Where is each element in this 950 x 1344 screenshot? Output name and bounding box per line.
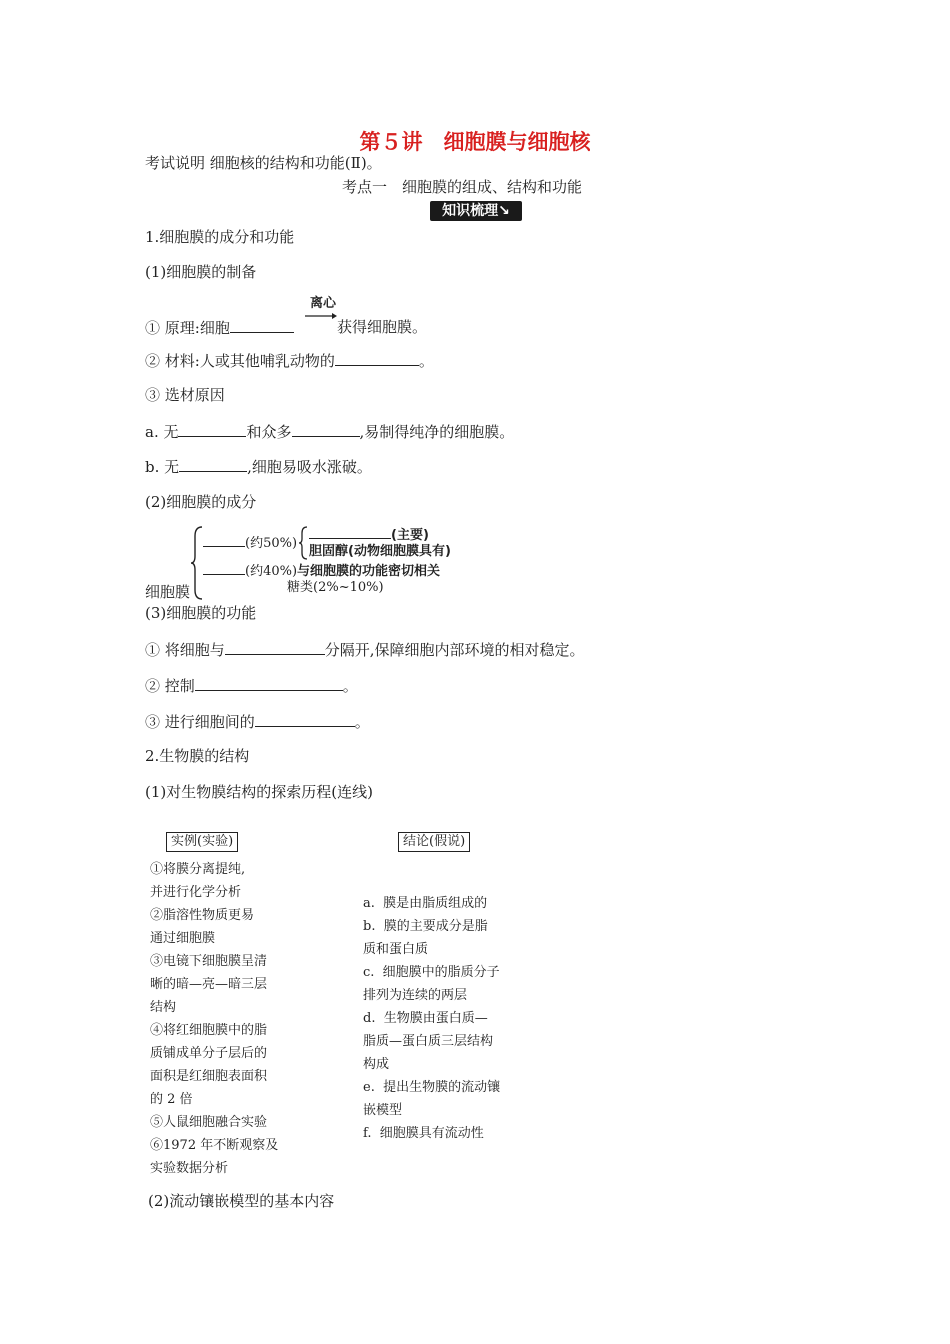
sub-fluid-mosaic: (2)流动镶嵌模型的基本内容 bbox=[148, 1192, 335, 1210]
section-2-heading: 2.生物膜的结构 bbox=[145, 747, 250, 765]
reason-a-line bbox=[145, 422, 514, 441]
principle-blank[interactable] bbox=[230, 318, 294, 333]
section-1-heading: 1.细胞膜的成分和功能 bbox=[145, 228, 295, 246]
comp-lipid-line bbox=[203, 534, 297, 552]
function-3-prefix: ③ 进行细胞间的 bbox=[145, 713, 255, 731]
reason-b-prefix: b. 无 bbox=[145, 458, 180, 476]
reason-label: ③ 选材原因 bbox=[145, 386, 225, 404]
conclusions-list: a. 膜是由脂质组成的 b. 膜的主要成分是脂 质和蛋白质 c. 细胞膜中的脂质分子 排列为连续的两层 d. 生物膜由蛋白质— 脂质—蛋白质三层结构 构成 e. 提出生物膜的流动镶 嵌模型 f. 细胞膜具有流动性 bbox=[363, 896, 501, 1141]
comp-protein-blank[interactable] bbox=[203, 562, 245, 575]
topic-heading: 考点一 细胞膜的组成、结构和功能 bbox=[342, 178, 583, 196]
sub-composition: (2)细胞膜的成分 bbox=[145, 493, 257, 511]
examples-list: ①将膜分离提纯, 并进行化学分析 ②脂溶性物质更易 通过细胞膜 ③电镜下细胞膜呈清 晰的暗—亮—暗三层 结构 ④将红细胞膜中的脂 质铺成单分子层后的 面积是红细胞表面积 的 2 倍 ⑤人鼠细胞融合实验 ⑥1972 年不断观察及 实验数据分析 bbox=[150, 862, 279, 1176]
composition-root: 细胞膜 bbox=[145, 583, 191, 601]
centrifuge-arrow-icon bbox=[305, 312, 337, 320]
principle-suffix: 获得细胞膜。 bbox=[337, 318, 428, 336]
page-title: 第５讲 细胞膜与细胞核 bbox=[359, 130, 591, 154]
sub-exploration: (1)对生物膜结构的探索历程(连线) bbox=[145, 783, 373, 801]
function-1-line bbox=[145, 640, 585, 659]
comp-lipid-percent: (约50%) bbox=[245, 536, 298, 551]
reason-a-blank-1[interactable] bbox=[178, 422, 246, 437]
reason-a-prefix: a. 无 bbox=[145, 423, 179, 441]
function-1-blank[interactable] bbox=[225, 640, 325, 655]
function-3-suffix: 。 bbox=[354, 713, 370, 731]
material-line bbox=[145, 351, 434, 370]
sub-function: (3)细胞膜的功能 bbox=[145, 604, 257, 622]
function-3-blank[interactable] bbox=[255, 712, 355, 727]
material-suffix: 。 bbox=[418, 352, 434, 370]
function-1-prefix: ① 将细胞与 bbox=[145, 641, 225, 659]
reason-a-blank-2[interactable] bbox=[292, 422, 360, 437]
conclusions-box: 结论(假说) bbox=[398, 832, 470, 852]
function-1-suffix: 分隔开,保障细胞内部环境的相对稳定。 bbox=[324, 641, 585, 659]
reason-b-suffix: ,细胞易吸水涨破。 bbox=[247, 458, 372, 476]
exam-note: 考试说明 细胞核的结构和功能(Ⅱ)。 bbox=[145, 154, 382, 172]
lipid-main-line bbox=[309, 526, 429, 544]
reason-a-suffix: ,易制得纯净的细胞膜。 bbox=[359, 423, 515, 441]
function-2-prefix: ② 控制 bbox=[145, 677, 195, 695]
function-2-line bbox=[145, 676, 358, 695]
knowledge-badge: 知识梳理↘ bbox=[430, 201, 522, 221]
composition-brace-icon bbox=[190, 526, 204, 600]
centrifuge-label: 离心 bbox=[310, 296, 337, 311]
function-2-suffix: 。 bbox=[342, 677, 358, 695]
reason-b-line bbox=[145, 457, 372, 476]
comp-protein-percent: (约40%) bbox=[245, 564, 298, 579]
material-blank[interactable] bbox=[335, 351, 419, 366]
comp-protein-line bbox=[203, 562, 440, 580]
comp-lipid-blank[interactable] bbox=[203, 534, 245, 547]
function-2-blank[interactable] bbox=[195, 676, 343, 691]
lipid-cholesterol: 胆固醇(动物细胞膜具有) bbox=[309, 544, 451, 559]
material-prefix: ② 材料:人或其他哺乳动物的 bbox=[145, 352, 335, 370]
reason-a-mid: 和众多 bbox=[246, 423, 292, 441]
principle-line bbox=[145, 318, 294, 337]
lipid-main-blank[interactable] bbox=[309, 526, 391, 539]
principle-prefix: ① 原理:细胞 bbox=[145, 319, 230, 337]
reason-b-blank[interactable] bbox=[179, 457, 247, 472]
lipid-brace-icon bbox=[298, 526, 308, 560]
protein-note: 与细胞膜的功能密切相关 bbox=[297, 564, 441, 579]
examples-box: 实例(实验) bbox=[166, 832, 238, 852]
comp-sugar: 糖类(2%~10%) bbox=[287, 580, 384, 595]
lipid-main-label: (主要) bbox=[391, 528, 429, 543]
sub-preparation: (1)细胞膜的制备 bbox=[145, 263, 257, 281]
function-3-line bbox=[145, 712, 370, 731]
